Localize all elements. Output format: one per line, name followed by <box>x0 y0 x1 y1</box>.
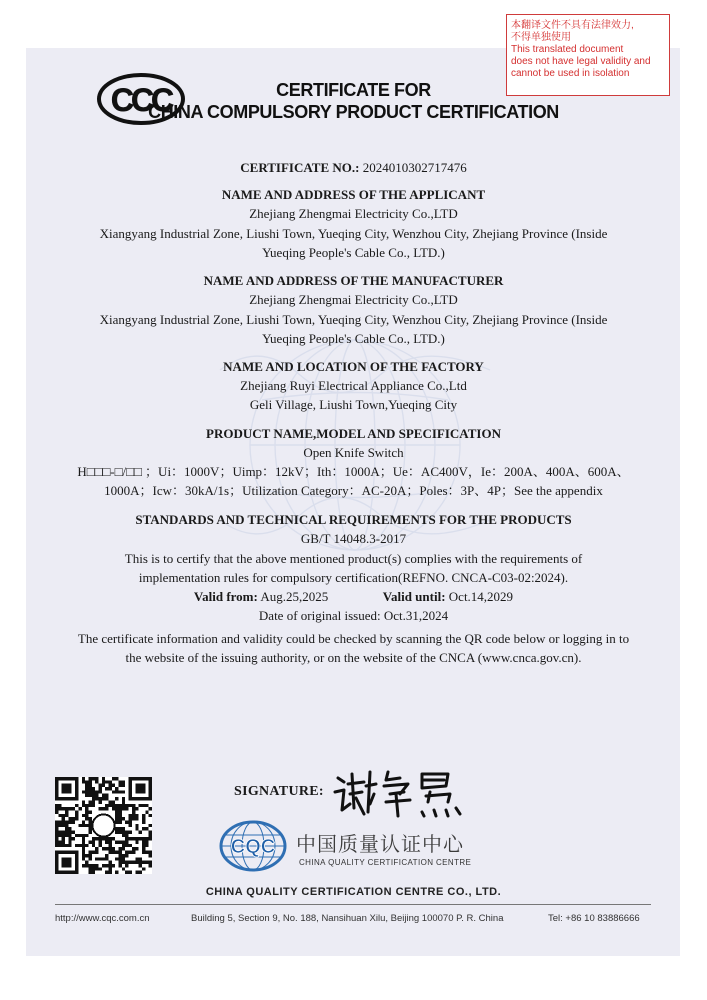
signature-label: SIGNATURE: <box>234 784 324 799</box>
handwritten-signature <box>330 764 470 820</box>
certificate-number-row <box>30 160 677 176</box>
disclaimer-en-line1: This translated document <box>511 44 624 55</box>
disclaimer-zh-line1: 本翻译文件不具有法律效力, <box>511 20 634 31</box>
manufacturer-address-line2: Yueqing People's Cable Co., LTD.) <box>262 331 445 346</box>
standards-heading: STANDARDS AND TECHNICAL REQUIREMENTS FOR THE PRODUCTS <box>135 512 572 527</box>
notice-line2: the website of the issuing authority, or on the website of the CNCA (www.cnca.gov.cn). <box>125 650 582 665</box>
applicant-address-line1: Xiangyang Industrial Zone, Liushi Town, Yueqing City, Wenzhou City, Zhejiang Province (Inside <box>99 226 608 241</box>
disclaimer-zh-line2: 不得单独使用 <box>511 32 571 43</box>
applicant-name: Zhejiang Zhengmai Electricity Co.,LTD <box>249 206 458 221</box>
product-name: Open Knife Switch <box>303 445 404 460</box>
certificate-number: 2024010302717476 <box>362 160 467 175</box>
manufacturer-heading: NAME AND ADDRESS OF THE MANUFACTURER <box>203 273 504 288</box>
original-issued-date: Date of original issued: Oct.31,2024 <box>258 608 449 623</box>
valid-until-label: Valid until: <box>382 589 446 604</box>
factory-location: Geli Village, Liushi Town,Yueqing City <box>249 397 458 412</box>
certify-line2: implementation rules for compulsory certification(REFNO. CNCA-C03-02:2024). <box>138 570 569 585</box>
footer-divider <box>55 904 651 905</box>
manufacturer-address-line1: Xiangyang Industrial Zone, Liushi Town, Yueqing City, Wenzhou City, Zhejiang Province (Inside <box>99 312 608 327</box>
product-spec-line2: 1000A；Icw：30kA/1s；Utilization Category：AC-20A；Poles：3P、4P；See the appendix <box>104 483 603 498</box>
disclaimer-en-line2: does not have legal validity and <box>511 56 651 67</box>
certify-line1: This is to certify that the above mentioned product(s) complies with the requirements of <box>124 551 583 566</box>
footer-address: Building 5, Section 9, No. 188, Nansihuan Xilu, Beijing 100070 P. R. China <box>191 913 504 924</box>
product-spec-line1: H□□□-□/□□ ；Ui：1000V；Uimp：12kV；Ith：1000A；Ue：AC400V，Ie：200A、400A、600A、 <box>77 464 630 479</box>
footer-website-link[interactable]: http://www.cqc.com.cn <box>55 913 150 924</box>
valid-from-label: Valid from: <box>193 589 258 604</box>
product-heading: PRODUCT NAME,MODEL AND SPECIFICATION <box>206 426 501 441</box>
svg-text:CQC: CQC <box>230 836 276 858</box>
cqc-english-name: CHINA QUALITY CERTIFICATION CENTRE <box>299 858 472 867</box>
cqc-logo <box>218 820 288 872</box>
qr-code[interactable] <box>55 777 152 874</box>
standard-code: GB/T 14048.3-2017 <box>300 531 407 546</box>
issuer-name: CHINA QUALITY CERTIFICATION CENTRE CO., LTD. <box>205 886 502 898</box>
valid-until-date: Oct.14,2029 <box>448 589 514 604</box>
manufacturer-name: Zhejiang Zhengmai Electricity Co.,LTD <box>249 292 458 307</box>
notice-line1: The certificate information and validity could be checked by scanning the QR code below or logging in to <box>77 631 630 646</box>
title-line1: CERTIFICATE FOR <box>276 80 431 100</box>
certificate-number-label: CERTIFICATE NO.: <box>240 160 360 175</box>
factory-heading: NAME AND LOCATION OF THE FACTORY <box>223 359 484 374</box>
applicant-heading: NAME AND ADDRESS OF THE APPLICANT <box>221 187 486 202</box>
svg-text:CCC: CCC <box>110 82 172 118</box>
valid-from-date: Aug.25,2025 <box>260 589 329 604</box>
applicant-address-line2: Yueqing People's Cable Co., LTD.) <box>262 245 445 260</box>
validity-row <box>30 589 677 605</box>
footer-telephone: Tel: +86 10 83886666 <box>548 913 640 924</box>
cqc-chinese-name: 中国质量认证中心 <box>296 832 464 856</box>
factory-name: Zhejiang Ruyi Electrical Appliance Co.,Ltd <box>240 378 467 393</box>
title-line2: CHINA COMPULSORY PRODUCT CERTIFICATION <box>148 102 559 122</box>
disclaimer-en-line3: cannot be used in isolation <box>511 68 630 79</box>
